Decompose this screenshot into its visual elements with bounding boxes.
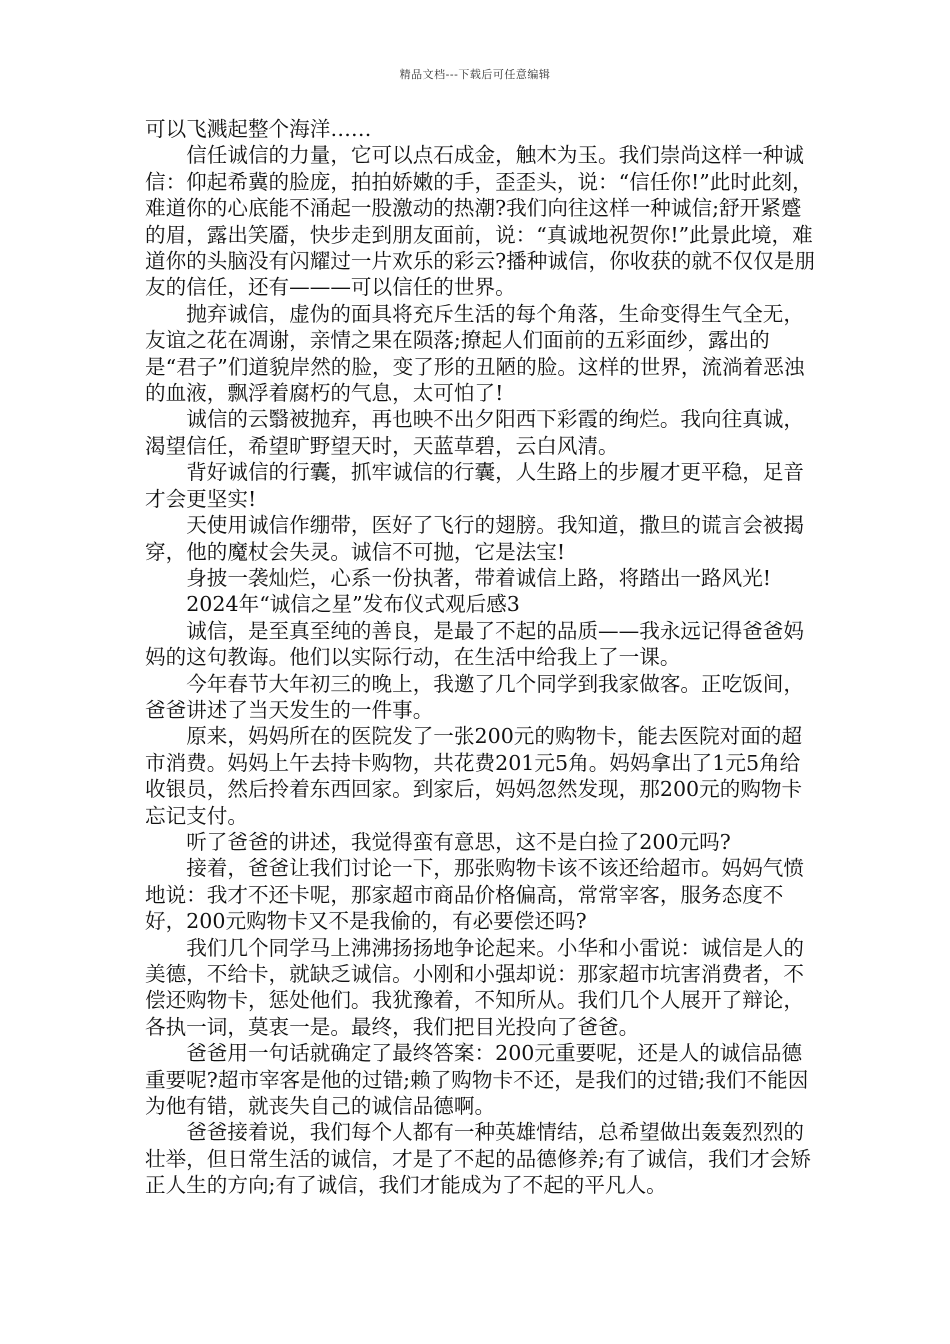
paragraph: 接着，爸爸让我们讨论一下，那张购物卡该不该还给超市。妈妈气愤地说：我才不还卡呢，那家超市商品价格偏高，常常宰客，服务态度不好，200元购物卡又不是我偷的，有必要偿还吗? [145, 856, 804, 934]
document-body [145, 116, 820, 1199]
paragraph: 爸爸用一句话就确定了最终答案：200元重要呢，还是人的诚信品德重要呢?超市宰客是他的过错;赖了购物卡不还，是我们的过错;我们不能因为他有错，就丧失自己的诚信品德啊。 [145, 1041, 809, 1119]
paragraph: 抛弃诚信，虚伪的面具将充斥生活的每个角落，生命变得生气全无，友谊之花在凋谢，亲情之果在陨落;撩起人们面前的五彩面纱，露出的是“君子”们道貌岸然的脸，变了形的丑陋的脸。这样的世界，流淌着恶浊的血液，飘浮着腐朽的气息，太可怕了! [145, 301, 805, 406]
paragraph: 诚信的云翳被抛弃，再也映不出夕阳西下彩霞的绚烂。我向往真诚，渴望信任，希望旷野望天时，天蓝草碧，云白风清。 [145, 407, 804, 458]
paragraph: 信任诚信的力量，它可以点石成金，触木为玉。我们崇尚这样一种诚信：仰起希冀的脸庞，拍拍娇嫩的手，歪歪头，说：“信任你!”此时此刻，难道你的心底能不涌起一股激动的热潮?我们向往这样一种诚信;舒开紧蹙的眉，露出笑靥，快步走到朋友面前，说：“真诚地祝贺你!”此景此境，难道你的头脑没有闪耀过一片欢乐的彩云?播种诚信，你收获的就不仅仅是朋友的信任，还有———可以信任的世界。 [145, 143, 816, 300]
section-heading: 2024年“诚信之星”发布仪式观后感3 [186, 592, 520, 617]
paragraph: 我们几个同学马上沸沸扬扬地争论起来。小华和小雷说：诚信是人的美德，不给卡，就缺乏诚信。小刚和小强却说：那家超市坑害消费者，不偿还购物卡，惩处他们。我犹豫着，不知所从。我们几个人展开了辩论，各执一词，莫衷一是。最终，我们把目光投向了爸爸。 [145, 935, 804, 1039]
paragraph: 可以飞溅起整个海洋…… [145, 117, 372, 141]
paragraph: 身披一袭灿烂，心系一份执著，带着诚信上路，将踏出一路风光! [186, 565, 772, 590]
paragraph: 爸爸接着说，我们每个人都有一种英雄情结，总希望做出轰轰烈烈的壮举，但日常生活的诚信，才是了不起的品德修养;有了诚信，我们才会矫正人生的方向;有了诚信，我们才能成为了不起的平凡人。 [145, 1120, 811, 1198]
page-header: 精品文档---下载后可任意编辑 [399, 68, 551, 81]
paragraph: 听了爸爸的讲述，我觉得蛮有意思，这不是白捡了200元吗? [186, 829, 731, 854]
paragraph: 原来，妈妈所在的医院发了一张200元的购物卡，能去医院对面的超市消费。妈妈上午去持卡购物，共花费201元5角。妈妈拿出了1元5角给收银员，然后拎着东西回家。到家后，妈妈忽然发现，那200元的购物卡忘记支付。 [145, 724, 803, 828]
paragraph: 今年春节大年初三的晚上，我邀了几个同学到我家做客。正吃饭间，爸爸讲述了当天发生的一件事。 [145, 671, 804, 722]
paragraph: 诚信，是至真至纯的善良，是最了不起的品质——我永远记得爸爸妈妈的这句教诲。他们以实际行动，在生活中给我上了一课。 [145, 618, 804, 670]
paragraph: 背好诚信的行囊，抓牢诚信的行囊，人生路上的步履才更平稳，足音才会更坚实! [145, 460, 804, 511]
paragraph: 天使用诚信作绷带，医好了飞行的翅膀。我知道，撒旦的谎言会被揭穿，他的魔杖会失灵。诚信不可抛，它是法宝! [145, 513, 804, 564]
